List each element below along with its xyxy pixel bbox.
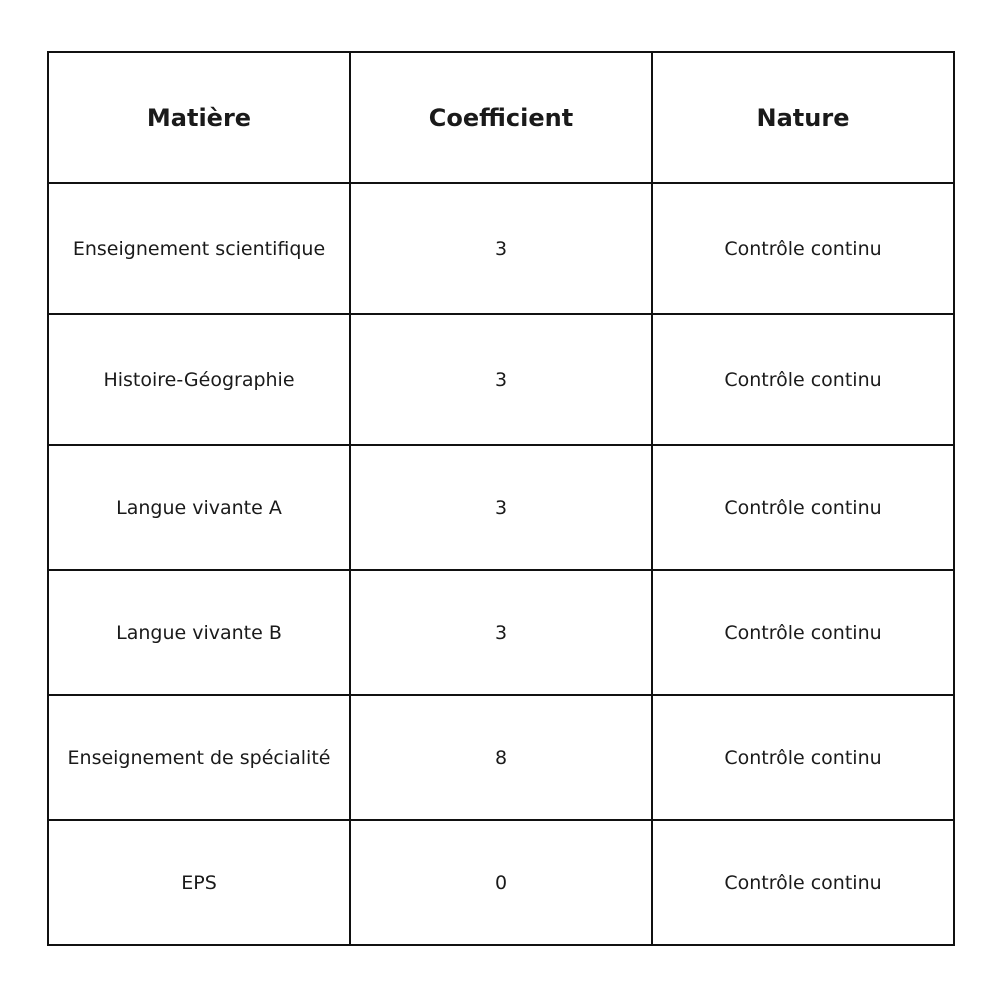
cell-coefficient: 3 xyxy=(350,445,652,570)
cell-matiere: EPS xyxy=(48,820,350,945)
cell-matiere: Enseignement scientifique xyxy=(48,183,350,314)
table-row xyxy=(48,820,954,945)
header-coefficient: Coefficient xyxy=(350,52,652,183)
cell-matiere: Enseignement de spécialité xyxy=(48,695,350,820)
header-row xyxy=(48,52,954,183)
header-nature: Nature xyxy=(652,52,954,183)
cell-nature: Contrôle continu xyxy=(652,695,954,820)
cell-nature: Contrôle continu xyxy=(652,570,954,695)
cell-matiere: Langue vivante A xyxy=(48,445,350,570)
table-row xyxy=(48,183,954,314)
table-row xyxy=(48,570,954,695)
table-row xyxy=(48,314,954,445)
cell-nature: Contrôle continu xyxy=(652,314,954,445)
cell-matiere: Histoire-Géographie xyxy=(48,314,350,445)
cell-nature: Contrôle continu xyxy=(652,820,954,945)
table-header xyxy=(48,52,954,183)
header-matiere: Matière xyxy=(48,52,350,183)
table-row xyxy=(48,445,954,570)
cell-coefficient: 3 xyxy=(350,570,652,695)
coefficients-table xyxy=(47,51,955,946)
cell-coefficient: 0 xyxy=(350,820,652,945)
cell-coefficient: 8 xyxy=(350,695,652,820)
cell-nature: Contrôle continu xyxy=(652,183,954,314)
table-body xyxy=(48,183,954,945)
cell-matiere: Langue vivante B xyxy=(48,570,350,695)
cell-coefficient: 3 xyxy=(350,314,652,445)
cell-coefficient: 3 xyxy=(350,183,652,314)
cell-nature: Contrôle continu xyxy=(652,445,954,570)
table-row xyxy=(48,695,954,820)
